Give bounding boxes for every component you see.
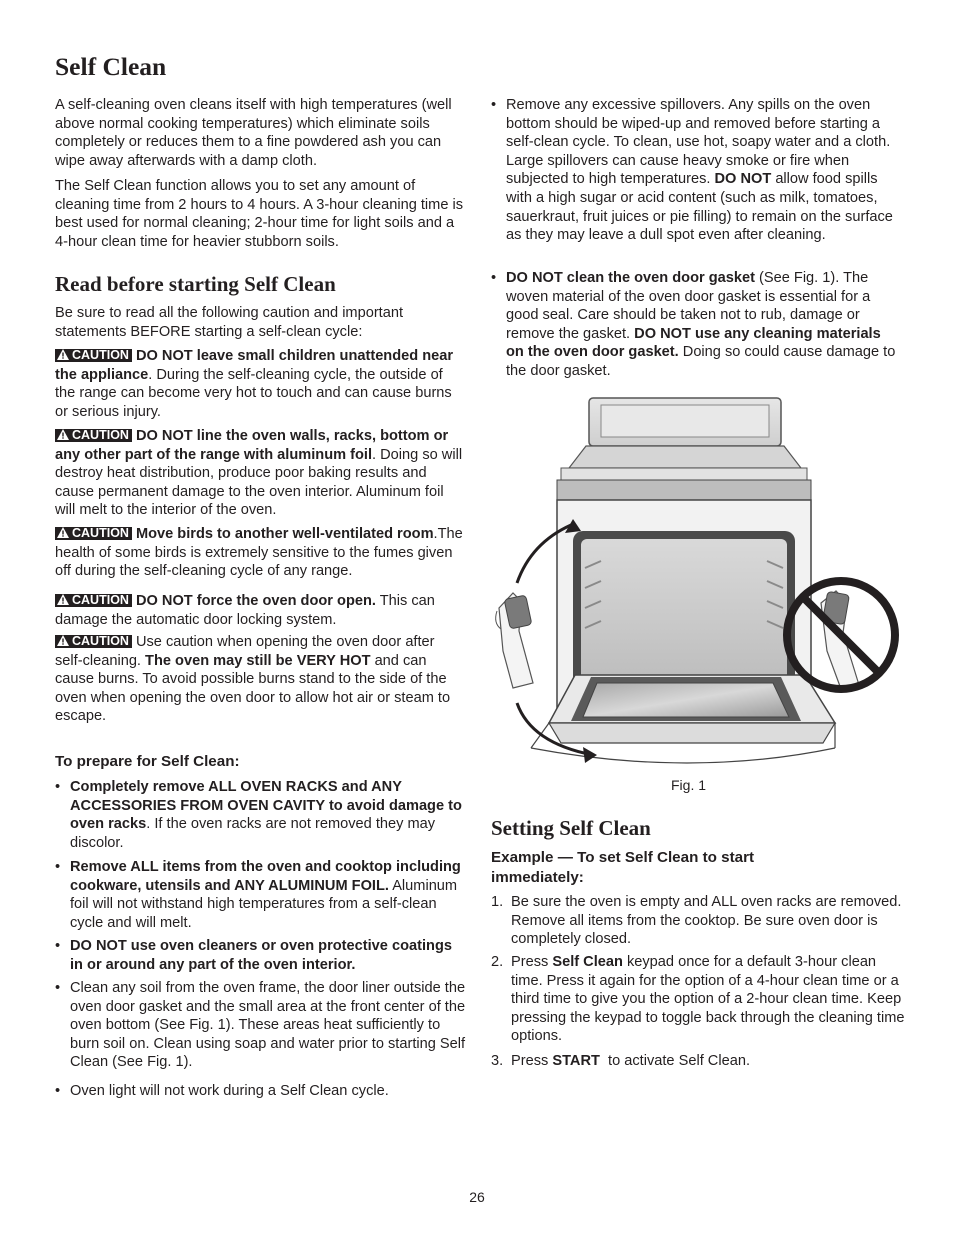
- read-before-lead: Be sure to read all the following caution and important statements BEFORE starting a self-clean cycle:: [55, 305, 404, 340]
- intro-paragraph-1: A self-cleaning oven cleans itself with high temperatures (well above normal cooking temperatures) which eliminate soils completely or reduces them to a fine powdered ash you can wipe away afterwards with a damp cloth.: [55, 97, 452, 169]
- warning-icon: [57, 635, 69, 646]
- read-before-heading: Read before starting Self Clean: [55, 272, 336, 296]
- warning-icon: [57, 594, 69, 605]
- prepare-bullet-3: • DO NOT use oven cleaners or oven protective coatings in or around any part of the oven interior.: [55, 937, 463, 974]
- caution-4: CAUTION DO NOT force the oven door open. This can damage the automatic door locking system.: [55, 593, 435, 628]
- caution-badge: CAUTION: [55, 594, 132, 607]
- prepare-bullet-5: • Oven light will not work during a Self Clean cycle.: [55, 1082, 467, 1101]
- caution-2: CAUTION DO NOT line the oven walls, racks, bottom or any other part of the range with aluminum foil. Doing so will destroy heat distribution, produce poor baking results and cause permanent damage to the oven interior. Aluminum foil will melt to the interior of the oven.: [55, 428, 463, 519]
- setting-step-2: 2. Press Self Clean keypad once for a default 3-hour clean time. Press it again for the option of a 4-hour clean time or a third time to give you the option of a 2-hour clean time. Keep pressing the keypad to toggle back through the cleaning time options.: [491, 954, 905, 1045]
- caution-badge: CAUTION: [55, 349, 132, 362]
- warning-icon: [57, 349, 69, 360]
- figure-caption: Fig. 1: [671, 777, 707, 793]
- caution-badge: CAUTION: [55, 635, 132, 648]
- setting-step-1: 1. Be sure the oven is empty and ALL oven racks are removed. Remove all items from the cooktop. Be sure oven door is completely closed.: [491, 894, 902, 948]
- caution-badge: CAUTION: [55, 429, 132, 442]
- prepare-heading: To prepare for Self Clean:: [55, 753, 240, 770]
- prepare-bullet-1: • Completely remove ALL OVEN RACKS and ANY ACCESSORIES FROM OVEN CAVITY to avoid damage to oven racks. If the oven racks are not removed they may discolor.: [55, 778, 463, 852]
- gasket-bullet: • DO NOT clean the oven door gasket (See Fig. 1). The woven material of the oven door gasket is essential for a good seal. Care should be taken not to rub, damage or remove the gasket. DO NOT use any cleaning materials on the oven door gasket. Doing so could cause damage to the door gasket.: [491, 269, 899, 381]
- caution-badge: CAUTION: [55, 527, 132, 540]
- warning-icon: [57, 429, 69, 440]
- spillover-bullet: • Remove any excessive spillovers. Any spills on the oven bottom should be wiped-up and removed before starting a self-clean cycle. To clean, use hot, soapy water and a cloth. Large spillovers can cause heavy smoke or fire when subjected to high temperatures. DO NOT allow food spills with a high sugar or acid content (such as milk, tomatoes, sauerkraut, fruit juices or pie filling) to remain on the surface as they may leave a dull spot even after cleaning.: [491, 96, 899, 245]
- oven-illustration: [491, 393, 901, 768]
- gloved-hand-icon: [821, 591, 859, 689]
- page-number: 26: [469, 1189, 485, 1205]
- setting-heading: Setting Self Clean: [491, 816, 651, 840]
- caution-5: CAUTION Use caution when opening the oven door after self-cleaning. The oven may still be VERY HOT and can cause burns. To avoid possible burns stand to the side of the oven when opening the oven door to allow hot air or steam to escape.: [55, 634, 451, 725]
- caution-1: CAUTION DO NOT leave small children unattended near the appliance. During the self-cleaning cycle, the outside of the range can become very hot to touch and can cause burns or serious injury.: [55, 348, 454, 420]
- page-title: Self Clean: [55, 52, 167, 81]
- setting-example: Example — To set Self Clean to start immediately:: [491, 849, 755, 886]
- intro-paragraph-2: The Self Clean function allows you to set any amount of cleaning time from 2 hours to 4 hours. A 3-hour cleaning time is best used for normal cleaning; 2-hour time for light soils and a 4-hour clean time for heavier stubborn soils.: [55, 178, 464, 250]
- gloved-hand-icon: [496, 593, 533, 688]
- setting-step-3: 3. Press START to activate Self Clean.: [491, 1053, 750, 1069]
- prepare-bullet-2: • Remove ALL items from the oven and cooktop including cookware, utensils and ANY ALUMINUM FOIL. Aluminum foil will not withstand high temperatures from a self-clean cycle and will melt.: [55, 858, 463, 932]
- prepare-bullet-4: • Clean any soil from the oven frame, the door liner outside the oven door gasket and the small area at the front center of the oven bottom (See Fig. 1). These areas heat sufficiently to burn soil on. Clean using soap and water prior to starting Self Clean (See Fig. 1).: [55, 979, 467, 1072]
- warning-icon: [57, 527, 69, 538]
- caution-3: CAUTION Move birds to another well-ventilated room.The health of some birds is extremely sensitive to the fumes given off during the self-cleaning cycle of any range.: [55, 526, 463, 580]
